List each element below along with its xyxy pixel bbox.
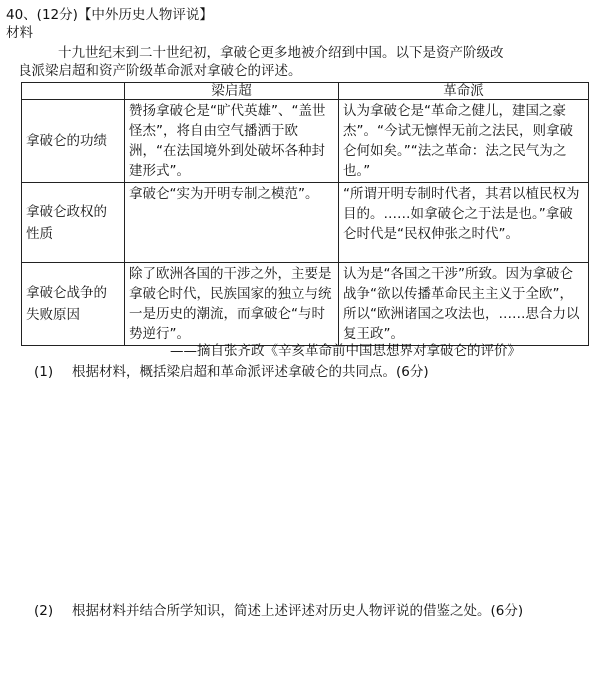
table-header-liang: 梁启超 [125,83,339,100]
sub-question-1-number: (1) [34,364,54,380]
table-row [22,263,589,346]
liang-cell: 除了欧洲各国的干涉之外，主要是拿破仑时代，民族国家的独立与统一是历史的潮流，而拿破仑“与时势逆行”。 [125,263,339,346]
intro-line-2: 良派梁启超和资产阶级革命派对拿破仑的评述。 [18,63,302,79]
row-label: 拿破仑政权的性质 [22,183,125,263]
liang-cell: 拿破仑“实为开明专制之模范”。 [125,183,339,263]
geming-cell: 认为是“各国之干涉”所致。因为拿破仑战争“欲以传播革命民主主义于全欧”，所以“欧洲诸国之攻法也，……思合力以复王政”。 [339,263,589,346]
table-header-geming: 革命派 [339,83,589,100]
table-header-blank [22,83,125,100]
sub-question-1-text: 根据材料，概括梁启超和革命派评述拿破仑的共同点。(6分) [72,364,429,380]
row-label: 拿破仑的功绩 [22,100,125,183]
comparison-table [21,82,589,346]
material-source: ——摘自张齐政《辛亥革命前中国思想界对拿破仑的评价》 [170,343,521,359]
sub-question-2 [34,601,594,621]
sub-question-2-number: (2) [34,603,54,619]
row-label: 拿破仑战争的失败原因 [22,263,125,346]
liang-cell: 赞扬拿破仑是“旷代英雄”、“盖世怪杰”，将自由空气播洒于欧洲，“在法国境外到处破坏各种封建形式”。 [125,100,339,183]
table-header-row [22,83,589,100]
table-row [22,183,589,263]
material-label: 材料 [6,25,33,41]
table-row [22,100,589,183]
geming-cell: “所谓开明专制时代者，其君以植民权为目的。……如拿破仑之于法是也。”拿破仑时代是“民权伸张之时代”。 [339,183,589,263]
material-intro [18,44,588,80]
intro-line-1: 十九世纪末到二十世纪初，拿破仑更多地被介绍到中国。以下是资产阶级改 [58,45,504,61]
sub-question-2-text: 根据材料并结合所学知识，简述上述评述对历史人物评说的借鉴之处。(6分) [72,603,524,619]
question-header: 40、(12分)【中外历史人物评说】 [6,7,213,23]
geming-cell: 认为拿破仑是“革命之健儿，建国之豪杰”。“今试无懔悍无前之法民，则拿破仑何如矣。”“法之革命：法之民气为之也。” [339,100,589,183]
sub-question-1 [34,363,429,381]
